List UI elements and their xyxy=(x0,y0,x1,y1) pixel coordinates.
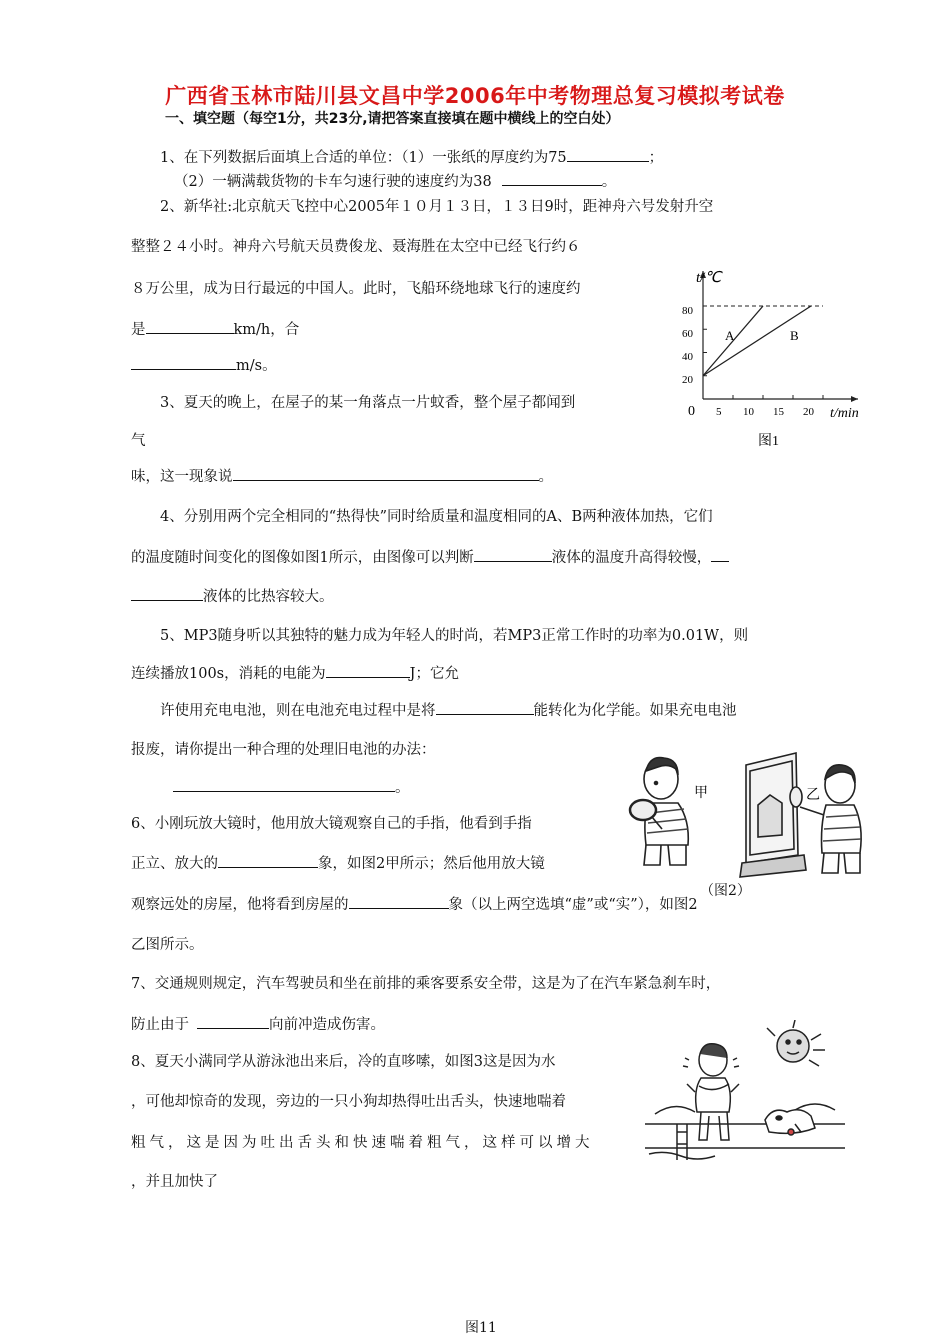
figure2-label-yi: 乙 xyxy=(806,787,820,803)
q6-blank-1[interactable] xyxy=(218,853,318,868)
q8-line4: ，并且加快了 xyxy=(131,1174,218,1190)
q5-blank-form[interactable] xyxy=(436,700,534,715)
panting-dog-icon xyxy=(765,1110,815,1135)
q3-blank[interactable] xyxy=(233,466,539,481)
figure1-axes xyxy=(700,271,858,402)
figure1-x-arrow xyxy=(851,396,858,402)
section-heading: 一、填空题（每空1分，共23分,请把答案直接填在题中横线上的空白处） xyxy=(165,111,620,127)
q6-line2 xyxy=(131,852,545,873)
y-tick-80: 80 xyxy=(682,305,693,317)
bottom-figure-caption: 图11 xyxy=(465,1320,497,1336)
q2-blank-kmh[interactable] xyxy=(146,319,234,334)
q6-l2-pre: 正立、放大的 xyxy=(131,856,218,872)
x-tick-15: 15 xyxy=(773,406,784,418)
figure2-label-jia: 甲 xyxy=(694,785,708,801)
q7-blank[interactable] xyxy=(197,1014,269,1029)
q5-l2-end: J；它允 xyxy=(409,666,459,682)
q1-line2 xyxy=(174,170,616,191)
q3-l3-pre: 味，这一现象说 xyxy=(131,469,233,485)
y-tick-20: 20 xyxy=(682,374,693,386)
q3-line3 xyxy=(131,465,553,486)
boy-looking-icon xyxy=(800,765,861,873)
q7-line1: 7、交通规则规定，汽车驾驶员和坐在前排的乘客要系安全带，这是为了在汽车紧急刹车时， xyxy=(131,976,721,992)
y-tick-40: 40 xyxy=(682,351,693,363)
figure1-x-label: t/min xyxy=(830,406,859,421)
q6-line4: 乙图所示。 xyxy=(131,937,204,953)
figure2-caption: （图2） xyxy=(700,880,751,900)
q2-line3: ８万公里，成为日行最远的中国人。此时，飞船环绕地球飞行的速度约 xyxy=(131,281,581,297)
q2-line1: 2、新华社:北京航天飞控中心2005年１０月１３日，１３日9时，距神舟六号发射升空 xyxy=(160,199,714,215)
figure1-graph xyxy=(670,255,880,450)
q8-line2: ，可他却惊奇的发现，旁边的一只小狗却热得吐出舌头，快速地喘着 xyxy=(131,1094,566,1110)
q4-blank-2a[interactable] xyxy=(711,547,729,562)
q3-line1: 3、夏天的晚上，在屋子的某一角落点一片蚊香，整个屋子都闻到 xyxy=(160,395,576,411)
pool-icon xyxy=(645,1104,845,1160)
figure1-caption: 图1 xyxy=(758,434,779,449)
x-tick-5: 5 xyxy=(716,406,722,418)
q2-line4 xyxy=(131,318,299,339)
q6-blank-2[interactable] xyxy=(349,894,449,909)
x-tick-20: 20 xyxy=(803,406,814,418)
q4-l3-end: 液体的比热容较大。 xyxy=(203,589,334,605)
q1-text-b: （2）一辆满载货物的卡车匀速行驶的速度约为38 xyxy=(174,174,492,190)
q7-l2-pre: 防止由于 xyxy=(131,1017,189,1033)
q4-blank-1[interactable] xyxy=(474,547,552,562)
q2-line2: 整整２４小时。神舟六号航天员费俊龙、聂海胜在太空中已经飞行约６ xyxy=(131,239,581,255)
q2-unit-kmh: km/h，合 xyxy=(233,322,300,338)
q7-l2-end: 向前冲造成伤害。 xyxy=(269,1017,385,1033)
q6-l2-end: 象，如图2甲所示；然后他用放大镜 xyxy=(318,856,545,872)
series-label-B: B xyxy=(790,328,799,343)
figure3-illustration xyxy=(645,1020,845,1168)
q3-l3-end: 。 xyxy=(538,469,553,485)
q5-blank-method[interactable] xyxy=(173,777,395,792)
q5-line5 xyxy=(173,776,410,797)
q5-line2 xyxy=(131,662,459,683)
figure1-marks xyxy=(703,306,823,376)
q1-line1 xyxy=(160,146,663,167)
q2-blank-ms[interactable] xyxy=(131,355,236,370)
shivering-swimmer-icon xyxy=(683,1044,739,1140)
window-house-view-icon xyxy=(740,753,806,877)
q5-l3-end: 能转化为化学能。如果充电电池 xyxy=(533,703,737,719)
q6-l3-pre: 观察远处的房屋，他将看到房屋的 xyxy=(131,897,349,913)
q4-l2-mid: 液体的温度升高得较慢， xyxy=(551,550,712,566)
q1-blank-2[interactable] xyxy=(502,171,602,186)
q2-line5 xyxy=(131,354,277,375)
q3-line2: 气 xyxy=(131,433,146,449)
figure1-origin: 0 xyxy=(688,404,695,419)
q6-line3 xyxy=(131,893,698,914)
q4-blank-2b[interactable] xyxy=(131,586,203,601)
q2-unit-ms: m/s。 xyxy=(236,358,277,374)
q1-b-end: 。 xyxy=(601,174,617,190)
figure2-illustration xyxy=(628,745,868,895)
q4-line2 xyxy=(131,546,729,567)
q1-a-end: ； xyxy=(648,150,664,166)
q2-l4-pre: 是 xyxy=(131,322,146,338)
q4-l2-pre: 的温度随时间变化的图像如图1所示，由图像可以判断 xyxy=(131,550,474,566)
series-label-A: A xyxy=(725,328,735,343)
q4-line3 xyxy=(131,585,334,606)
page-title: 广西省玉林市陆川县文昌中学2006年中考物理总复习模拟考试卷 xyxy=(165,84,785,108)
q6-line1: 6、小刚玩放大镜时，他用放大镜观察自己的手指，他看到手指 xyxy=(131,816,532,832)
hot-sun-icon xyxy=(767,1020,825,1066)
q5-line3 xyxy=(160,699,737,720)
y-tick-60: 60 xyxy=(682,328,693,340)
q5-l2-pre: 连续播放100s，消耗的电能为 xyxy=(131,666,326,682)
q8-line1: 8、夏天小满同学从游泳池出来后，冷的直哆嗦，如图3这是因为水 xyxy=(131,1054,556,1070)
x-tick-10: 10 xyxy=(743,406,754,418)
q5-line1: 5、MP3随身听以其独特的魅力成为年轻人的时尚，若MP3正常工作时的功率为0.01W，则 xyxy=(160,628,749,644)
q4-line1: 4、分别用两个完全相同的“热得快”同时给质量和温度相同的A、B两种液体加热，它们 xyxy=(160,509,713,525)
q5-l3-pre: 许使用充电电池，则在电池充电过程中是将 xyxy=(160,703,436,719)
q5-blank-energy[interactable] xyxy=(326,663,410,678)
q1-text-a: 1、在下列数据后面填上合适的单位：（1）一张纸的厚度约为75 xyxy=(160,150,567,166)
boy-with-magnifier-icon xyxy=(630,758,688,865)
q7-line2 xyxy=(131,1013,385,1034)
figure1-y-label: t/℃ xyxy=(696,270,722,286)
q8-line3: 粗气，这是因为吐出舌头和快速喘着粗气，这样可以增大 xyxy=(131,1135,594,1151)
q1-blank-1[interactable] xyxy=(567,147,649,162)
q6-l3-end: 象（以上两空选填“虚”或“实”），如图2 xyxy=(448,897,698,913)
q5-l5-end: 。 xyxy=(395,780,410,796)
q5-line4: 报废，请你提出一种合理的处理旧电池的办法： xyxy=(131,742,436,758)
